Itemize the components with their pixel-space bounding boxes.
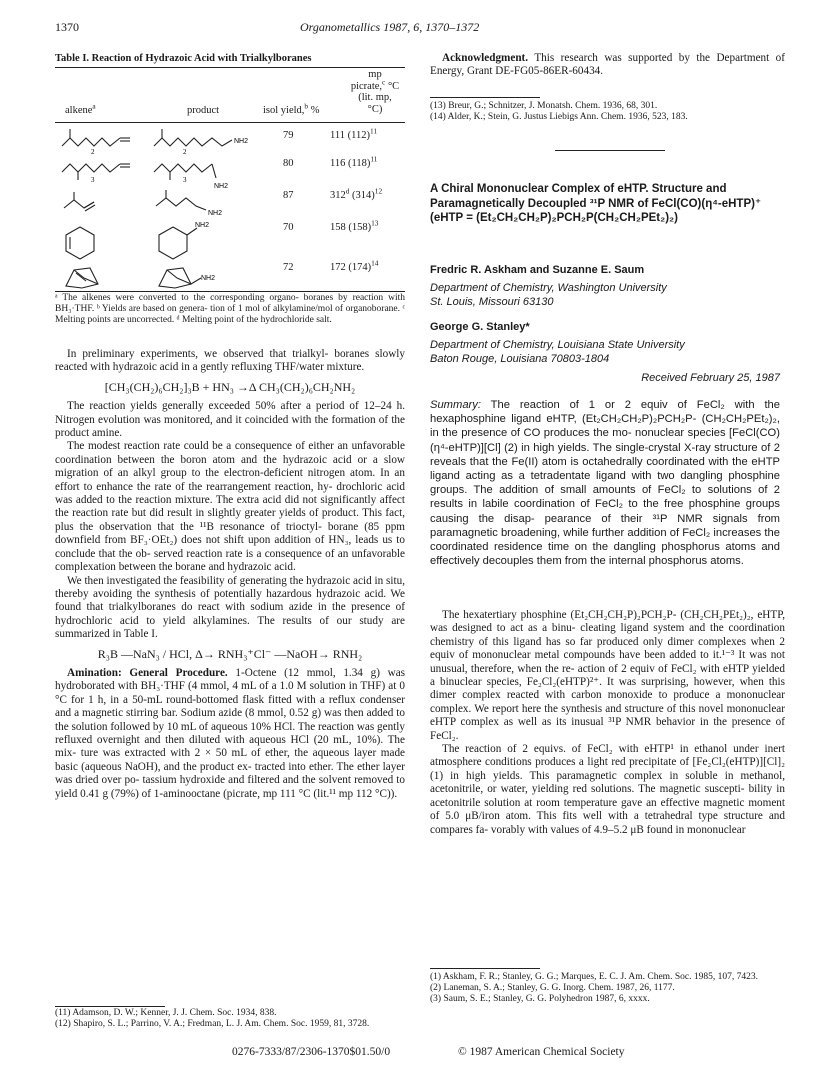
svg-text:NH2: NH2	[201, 275, 216, 282]
product-structure-3	[152, 190, 267, 220]
right-top-references: (13) Breur, G.; Schnitzer, J. Monatsh. Chem. 1936, 68, 301. (14) Alder, K.; Stein, G. Justus Liebigs Ann. Chem. 1936, 523, 183.	[430, 101, 688, 123]
mp-cell: 111 $(112)^{11}$	[330, 126, 378, 141]
yield-cell: 72	[283, 262, 294, 273]
left-body	[55, 348, 405, 801]
svg-text:3: 3	[183, 176, 187, 184]
received-date: Received February 25, 1987	[641, 372, 780, 384]
alkene-structure-4	[62, 224, 102, 260]
col-yield-header: isol yield,$^b$ %	[263, 101, 320, 116]
alkene-structure-1	[60, 126, 150, 156]
table-bottom-rule	[55, 291, 405, 292]
left-references: (11) Adamson, D. W.; Kenner, J. J. Chem. Soc. 1934, 838. (12) Shapiro, S. L.; Parrino, V. A.; Fredman, L. J. Am. Chem. Soc. 1959, 81, 3728.	[55, 1008, 370, 1030]
paragraph: The reaction yields generally exceeded 50% after a period of 12–24 h. Nitrogen evolution was monitored, and it coincided with the formation of the product amine.	[55, 400, 405, 440]
svg-text:NH2: NH2	[234, 138, 249, 145]
mp-cell: 116 $(118)^{11}$	[330, 154, 378, 169]
paragraph: The modest reaction rate could be a consequence of either an unfavorable coordination between the boron atom and the hydrazoic acid or a slow migration of an alkyl group to the electron-deficient nitrogen atom. In an effort to enhance the rate of the rearrangement reaction, hy- drochloric acid was added to the reaction mixture. The extra acid did not significantly affect the reaction rate but did result in slightly greater yields of product. This fact, plus the observation that the ¹¹B resonance of trioctyl- borane (85 ppm downfield from BF₃·OEt₂) does not shift upon addition of HN₃, leads us to conclude that the ob- served reaction rate is a consequence of an unfavorable complexation between the borane and hydrazoic acid.	[55, 440, 405, 574]
affiliation-1: Department of Chemistry, Washington University St. Louis, Missouri 63130	[430, 282, 667, 308]
journal-header: Organometallics 1987, 6, 1370–1372	[300, 20, 480, 34]
mp-cell: 172 $(174)^{14}$	[330, 258, 379, 273]
summary: Summary: The reaction of 1 or 2 equiv of FeCl₂ with the hexaphosphine ligand eHTP, (Et₂CH₂CH₂P)₂PCH₂P- (CH₂CH₂PEt₂)₂, in the presence of CO produces the mo- nonuclear species [FeCl(CO)(η⁴-eHTP)][Cl] (2) in high yields. The single-crystal X-ray structure of 2 reveals that the Fe(II) atom is octahedrally coordinated with the eHTP ligand acting as a tetradentate ligand with two dangling phosphine groups. The addition of small amounts of FeCl₂ to solutions of 2 results in labile coordination of FeCl₂ to the free phosphine groups causing the disap- pearance of their ³¹P NMR signals from paramagnetic broadening, while further addition of FeCl₂ increases the coordinated residence time on the dangling phosphorus atoms and effectively decouples them from the internal phosphorus atoms.	[430, 399, 780, 568]
article-title: A Chiral Mononuclear Complex of eHTP. Structure and Paramagnetically Decoupled ³¹P NMR of FeCl(CO)(η⁴-eHTP)⁺ (eHTP = (Et₂CH₂CH₂P)₂PCH₂P(CH₂CH₂PEt₂)₂)	[430, 183, 762, 224]
table-title: Table I. Reaction of Hydrazoic Acid with Trialkylboranes	[55, 53, 312, 64]
yield-cell: 70	[283, 222, 294, 233]
paragraph: We then investigated the feasibility of generating the hydrazoic acid in situ, thereby avoiding the synthesis of potentially hazardous hydrazoic acid. We found that trialkylboranes do react with sodium azide in the presence of hydrochloric acid to yield alkylamines. The results of our study are summarized in Table I.	[55, 574, 405, 641]
paragraph: The reaction of 2 equivs. of FeCl₂ with eHTP¹ in ethanol under inert atmosphere conditions produces a light red precipitate of [Fe₂Cl₂(eHTP)][Cl]₂ (1) in high yields. This paramagnetic complex in soluble in methanol, acetonitrile, or water, yielding red solutions. The magnetic suscepti- bility in acetonitrile solution at room temperature gave an effective magnetic moment of 5.0 μB/iron atom. This fits well with a tetrahedral type structure and compares fa- vorably with values of 4.9–5.2 μB found in mononuclear	[430, 743, 785, 836]
article-separator	[555, 150, 665, 151]
footnote-rule	[430, 97, 540, 98]
page-number: 1370	[55, 20, 79, 34]
svg-text:NH2: NH2	[214, 183, 229, 190]
table-top-rule	[55, 67, 405, 68]
product-structure-5	[155, 258, 235, 290]
alkene-structure-2	[60, 158, 150, 188]
acknowledgment: Acknowledgment. This research was supported by the Department of Energy, Grant DE-FG05-86ER-60434.	[430, 52, 785, 78]
product-structure-2	[152, 158, 267, 190]
yield-cell: 79	[283, 130, 294, 141]
col-product-header: product	[187, 105, 220, 116]
yield-cell: 87	[283, 190, 294, 201]
col-mp-header: mp picrate,$^c$ °C (lit. mp, °C)	[350, 69, 400, 115]
authors-2: George G. Stanley*	[430, 321, 530, 333]
col-alkene-header: alkene$^a$	[65, 101, 96, 116]
svg-text:NH2: NH2	[208, 210, 223, 217]
footnote-rule	[430, 968, 540, 969]
mp-cell: 158 $(158)^{13}$	[330, 218, 379, 233]
alkene-structure-3	[60, 192, 150, 218]
svg-text:2: 2	[91, 148, 95, 156]
paragraph: Amination: General Procedure. 1-Octene (12 mmol, 1.34 g) was hydroborated with BH₃·THF (4 mmol, 4 mL of a 1.0 M solution in THF) at 0 °C for 1 h, in a 50-mL round-bottomed flask fitted with a reflux condenser and a magnetic stirring bar. Sodium azide (8 mmol, 0.52 g) was then added to the solution followed by 10 mL of aqueous 10% HCl. The reaction was gently refluxed overnight and then diluted with aqueous HCl (20 mL, 10%). The mix- ture was extracted with 2 × 50 mL of ether, the aqueous layer made basic (aqueous NaOH), and the product ex- tracted into ether. The ether layer was dried over po- tassium hydroxide and filtered and the solvent removed to yield 0.41 g (79%) of 1-aminooctane (picrate, mp 111 °C (lit.¹¹ mp 112 °C)).	[55, 666, 406, 800]
table-header-rule	[55, 122, 405, 123]
authors-1: Fredric R. Askham and Suzanne E. Saum	[430, 264, 645, 276]
svg-text:NH2: NH2	[195, 222, 210, 229]
product-structure-4	[155, 218, 225, 260]
left-column	[55, 52, 405, 65]
mp-cell: 312$^d$ $(314)^{12}$	[330, 186, 383, 201]
paragraph: The hexatertiary phosphine (Et₂CH₂CH₂P)₂PCH₂P- (CH₂CH₂PEt₂)₂, eHTP, was designed to act as a binu- cleating ligand system and the coordination chemistry of this ligand has so far produced only dimer complexes when 2 equiv of mononuclear metal compounds have been added to it.¹⁻³ It was not unusual, therefore, when the re- action of 2 equiv of FeCl₂ with eHTP yielded a binuclear species, Fe₂Cl₂(eHTP)²⁺. It was surprising, however, when this dimer complex reacted with carbon monoxide to produce a mononuclear complex. We report here the synthesis and structure of this novel mononuclear eHTP complex as well as its inusual ³¹P NMR behavior in the presence of FeCl₂.	[430, 609, 785, 742]
right-body	[430, 609, 785, 837]
affiliation-2: Department of Chemistry, Louisiana State University Baton Rouge, Louisiana 70803-1804	[430, 339, 685, 365]
footer-copyright: © 1987 American Chemical Society	[458, 1046, 625, 1058]
svg-text:2: 2	[183, 148, 187, 156]
equation-2: R₃B —NaN₃ / HCl, Δ→ RNH₃⁺Cl⁻ —NaOH→ RNH₂	[97, 646, 363, 661]
table-header	[55, 69, 405, 121]
svg-text:3: 3	[91, 176, 95, 184]
equation-1: [CH₃(CH₂)₆CH₂]₃B + HN₃ →Δ CH₃(CH₂)₆CH₂NH₂	[104, 379, 356, 394]
yield-cell: 80	[283, 158, 294, 169]
table-footnote: ᵃ The alkenes were converted to the corresponding organo- boranes by reaction with BH₃·THF. ᵇ Yields are based on genera- tion of 1 mol of alkylamine/mol of organoborane. ᶜ Melting points are uncorrected. ᵈ Melting point of the hydrochloride salt.	[55, 293, 405, 326]
right-references: (1) Askham, F. R.; Stanley, G. G.; Marques, E. C. J. Am. Chem. Soc. 1985, 107, 7423. (2) Laneman, S. A.; Stanley, G. G. Inorg. Chem. 1987, 26, 1177. (3) Saum, S. E.; Stanley, G. G. Polyhedron 1987, 6, xxxx.	[430, 972, 758, 1005]
footnote-rule	[55, 1006, 165, 1007]
alkene-structure-5	[62, 262, 102, 290]
paragraph: In preliminary experiments, we observed that trialkyl- boranes slowly reacted with hydrazoic acid in a gently refluxing THF/water mixture.	[55, 348, 405, 374]
product-structure-1	[152, 126, 267, 156]
footer-code: 0276-7333/87/2306-1370$01.50/0	[232, 1046, 391, 1058]
